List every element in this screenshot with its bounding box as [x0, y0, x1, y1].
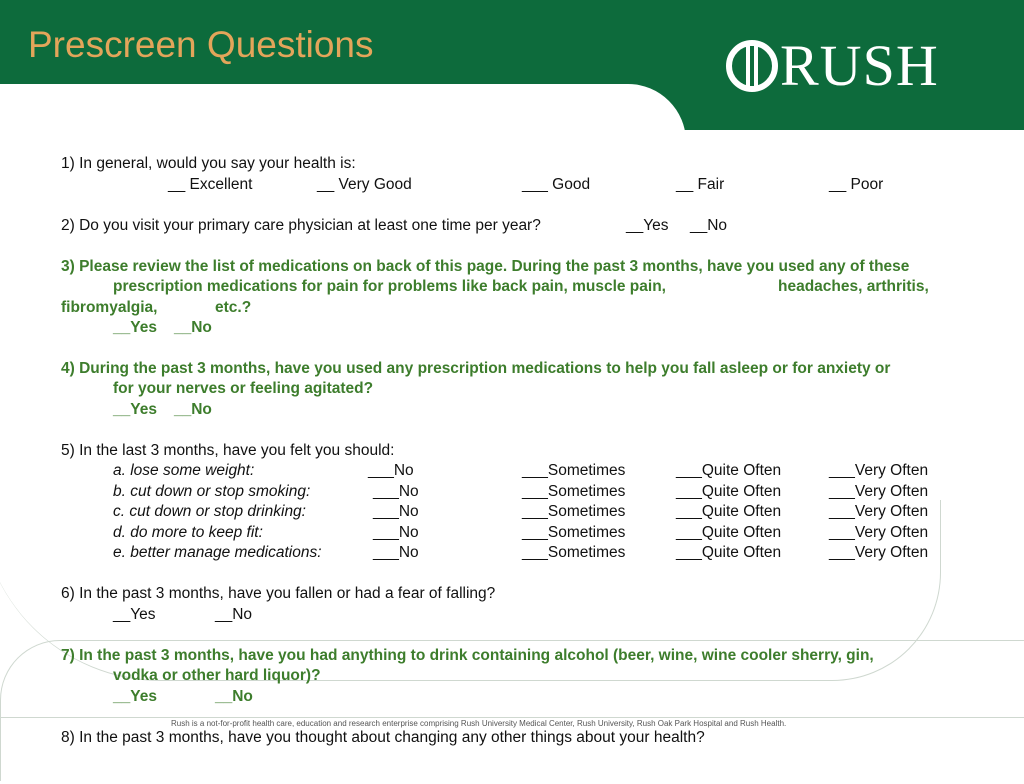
q5-row-b-quite-often[interactable]: ___Quite Often: [676, 483, 782, 500]
q1-option-fair[interactable]: __ Fair: [676, 176, 725, 193]
q5-row-c-quite-often[interactable]: ___Quite Often: [676, 503, 782, 520]
q5-row-c-sometimes[interactable]: ___Sometimes: [522, 503, 626, 520]
q5-row-c-label: c. cut down or stop drinking:: [113, 503, 306, 520]
q5-row-d-label: d. do more to keep fit:: [113, 524, 263, 541]
q3-line1: 3) Please review the list of medications on back of this page. During the past 3 months, have you used any of these: [61, 258, 910, 275]
q1-option-very-good[interactable]: __ Very Good: [317, 176, 412, 193]
q5-row-b-very-often[interactable]: ___Very Often: [829, 483, 929, 500]
q3-yes[interactable]: __Yes: [113, 319, 157, 336]
q5-text: 5) In the last 3 months, have you felt you should:: [61, 442, 395, 459]
rush-logo-icon: [726, 40, 778, 92]
q5-row-b-label: b. cut down or stop smoking:: [113, 483, 311, 500]
q5-row-a-label: a. lose some weight:: [113, 462, 255, 479]
q7-no[interactable]: __No: [215, 688, 253, 705]
q5-row-a-quite-often[interactable]: ___Quite Often: [676, 462, 782, 479]
q3-no[interactable]: __No: [174, 319, 212, 336]
q2-yes[interactable]: __Yes: [626, 217, 669, 234]
q8-text: 8) In the past 3 months, have you thought about changing any other things about your health?: [61, 729, 705, 746]
q5-row-d-no[interactable]: ___No: [373, 524, 419, 541]
q4-line1: 4) During the past 3 months, have you used any prescription medications to help you fall asleep or for anxiety or: [61, 360, 891, 377]
q3-line2b: headaches, arthritis,: [778, 278, 929, 295]
q5-row-e-no[interactable]: ___No: [373, 544, 419, 561]
q1-option-good[interactable]: ___ Good: [522, 176, 591, 193]
footer-divider: [0, 717, 1024, 718]
q7-yes[interactable]: __Yes: [113, 688, 157, 705]
q2-text: 2) Do you visit your primary care physician at least one time per year?: [61, 217, 541, 234]
footer-note: Rush is a not-for-profit health care, education and research enterprise comprising Rush University Medical Center, Rush University, Rush Oak Park Hospital and Rush Health.: [171, 719, 787, 728]
q5-row-d-sometimes[interactable]: ___Sometimes: [522, 524, 626, 541]
q5-row-e-very-often[interactable]: ___Very Often: [829, 544, 929, 561]
q1-text: 1) In general, would you say your health is:: [61, 155, 356, 172]
q5-row-c-very-often[interactable]: ___Very Often: [829, 503, 929, 520]
q5-row-d-quite-often[interactable]: ___Quite Often: [676, 524, 782, 541]
q5-row-a-no[interactable]: ___No: [368, 462, 414, 479]
q6-no[interactable]: __No: [215, 606, 253, 623]
q6-yes[interactable]: __Yes: [113, 606, 156, 623]
q4-yes[interactable]: __Yes: [113, 401, 157, 418]
q5-row-d-very-often[interactable]: ___Very Often: [829, 524, 929, 541]
q3-line2a: prescription medications for pain for problems like back pain, muscle pain,: [113, 278, 666, 295]
q5-row-b-no[interactable]: ___No: [373, 483, 419, 500]
q1-option-poor[interactable]: __ Poor: [829, 176, 884, 193]
q3-line3b: etc.?: [215, 299, 252, 316]
q7-line1: 7) In the past 3 months, have you had anything to drink containing alcohol (beer, wine, wine cooler sherry, gin,: [61, 647, 874, 664]
q5-row-e-sometimes[interactable]: ___Sometimes: [522, 544, 626, 561]
q5-row-a-very-often[interactable]: ___Very Often: [829, 462, 929, 479]
q4-line2: for your nerves or feeling agitated?: [113, 380, 374, 397]
q5-row-c-no[interactable]: ___No: [373, 503, 419, 520]
q6-text: 6) In the past 3 months, have you fallen or had a fear of falling?: [61, 585, 496, 602]
q4-no[interactable]: __No: [174, 401, 212, 418]
logo-text: RUSH: [780, 33, 939, 98]
q2-no[interactable]: __No: [690, 217, 728, 234]
q5-row-e-quite-often[interactable]: ___Quite Often: [676, 544, 782, 561]
q7-line2: vodka or other hard liquor)?: [113, 667, 321, 684]
rush-logo: [726, 33, 939, 98]
page-title: Prescreen Questions: [28, 24, 374, 65]
q5-row-a-sometimes[interactable]: ___Sometimes: [522, 462, 626, 479]
q1-option-excellent[interactable]: __ Excellent: [168, 176, 253, 193]
q5-row-b-sometimes[interactable]: ___Sometimes: [522, 483, 626, 500]
q5-row-e-label: e. better manage medications:: [113, 544, 322, 561]
q3-line3a: fibromyalgia,: [61, 299, 158, 316]
